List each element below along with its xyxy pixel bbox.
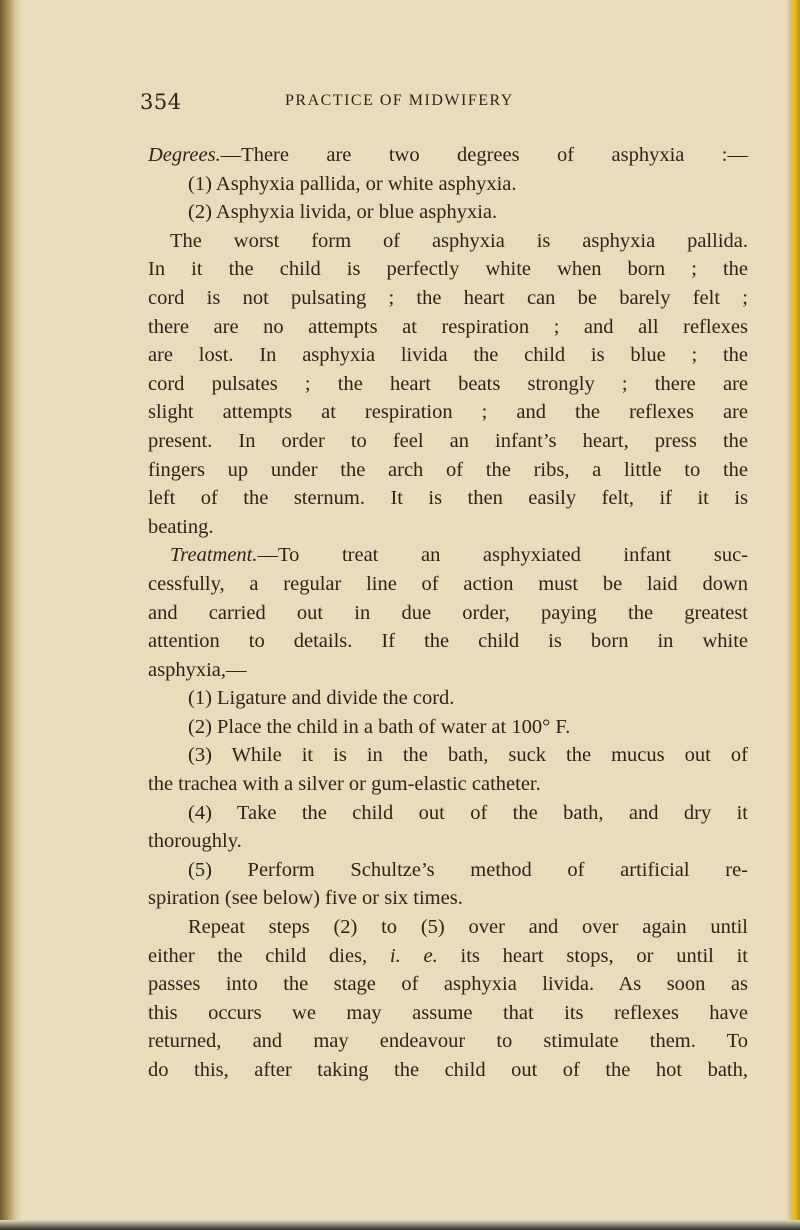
text-line: cessfully, a regular line of action must be laid down bbox=[148, 572, 748, 595]
section-heading-degrees: Degrees. bbox=[148, 144, 221, 166]
section-heading-treatment: Treatment. bbox=[170, 544, 258, 567]
text-line: do this, after taking the child out of the hot bath, bbox=[148, 1059, 748, 1081]
text-line: (4) Take the child out of the bath, and dry it bbox=[188, 801, 748, 824]
text-line: cord is not pulsating ; the heart can be barely felt ; bbox=[148, 286, 748, 309]
text-line: left of the sternum. It is then easily felt, if it is bbox=[148, 487, 748, 510]
text-line: (1) Ligature and divide the cord. bbox=[188, 687, 455, 710]
text-line: Treatment.—To treat an asphyxiated infant suc- bbox=[170, 544, 748, 567]
text-line: thoroughly. bbox=[148, 830, 242, 853]
text-line: attention to details. If the child is born in white bbox=[148, 630, 748, 653]
body-text bbox=[148, 141, 748, 1085]
page-bottom-edge bbox=[0, 1220, 800, 1230]
text-line: cord pulsates ; the heart beats strongly ; there are bbox=[148, 372, 748, 395]
text-line: (2) Asphyxia livida, or blue asphyxia. bbox=[188, 201, 498, 224]
text-line: are lost. In asphyxia livida the child is blue ; the bbox=[148, 344, 748, 367]
text-line: (3) While it is in the bath, suck the mucus out of bbox=[188, 744, 748, 767]
running-head: PRACTICE OF MIDWIFERY bbox=[285, 92, 514, 109]
text-line: (1) Asphyxia pallida, or white asphyxia. bbox=[188, 172, 517, 195]
page-left-edge bbox=[0, 0, 22, 1230]
text-line: either the child dies, i. e. its heart stops, or until it bbox=[148, 944, 748, 967]
page-right-edge bbox=[786, 0, 800, 1230]
text-line: fingers up under the arch of the ribs, a little to the bbox=[148, 458, 748, 481]
text-line: In it the child is perfectly white when born ; the bbox=[148, 258, 748, 281]
text-line: asphyxia,— bbox=[148, 658, 247, 681]
text-line: returned, and may endeavour to stimulate them. To bbox=[148, 1030, 748, 1053]
text-line: passes into the stage of asphyxia livida. As soon as bbox=[148, 973, 748, 996]
text-line: and carried out in due order, paying the greatest bbox=[148, 601, 748, 624]
page-number: 354 bbox=[140, 90, 182, 114]
text-line: Degrees.—There are two degrees of asphyxia :— bbox=[148, 144, 748, 166]
text-line: The worst form of asphyxia is asphyxia pallida. bbox=[170, 229, 748, 252]
text-line: (2) Place the child in a bath of water at 100° F. bbox=[188, 715, 571, 738]
text-line: present. In order to feel an infant’s heart, press the bbox=[148, 429, 748, 452]
text-line: (5) Perform Schultze’s method of artificial re- bbox=[188, 858, 748, 881]
text-line: the trachea with a silver or gum-elastic catheter. bbox=[148, 773, 541, 796]
text-line: there are no attempts at respiration ; and all reflexes bbox=[148, 315, 748, 338]
page-header bbox=[140, 90, 770, 120]
text-line: beating. bbox=[148, 515, 214, 538]
text-line: this occurs we may assume that its reflexes have bbox=[148, 1001, 748, 1024]
text-line: spiration (see below) five or six times. bbox=[148, 887, 463, 910]
text-line: Repeat steps (2) to (5) over and over again until bbox=[188, 916, 748, 939]
text-line: slight attempts at respiration ; and the reflexes are bbox=[148, 401, 748, 424]
